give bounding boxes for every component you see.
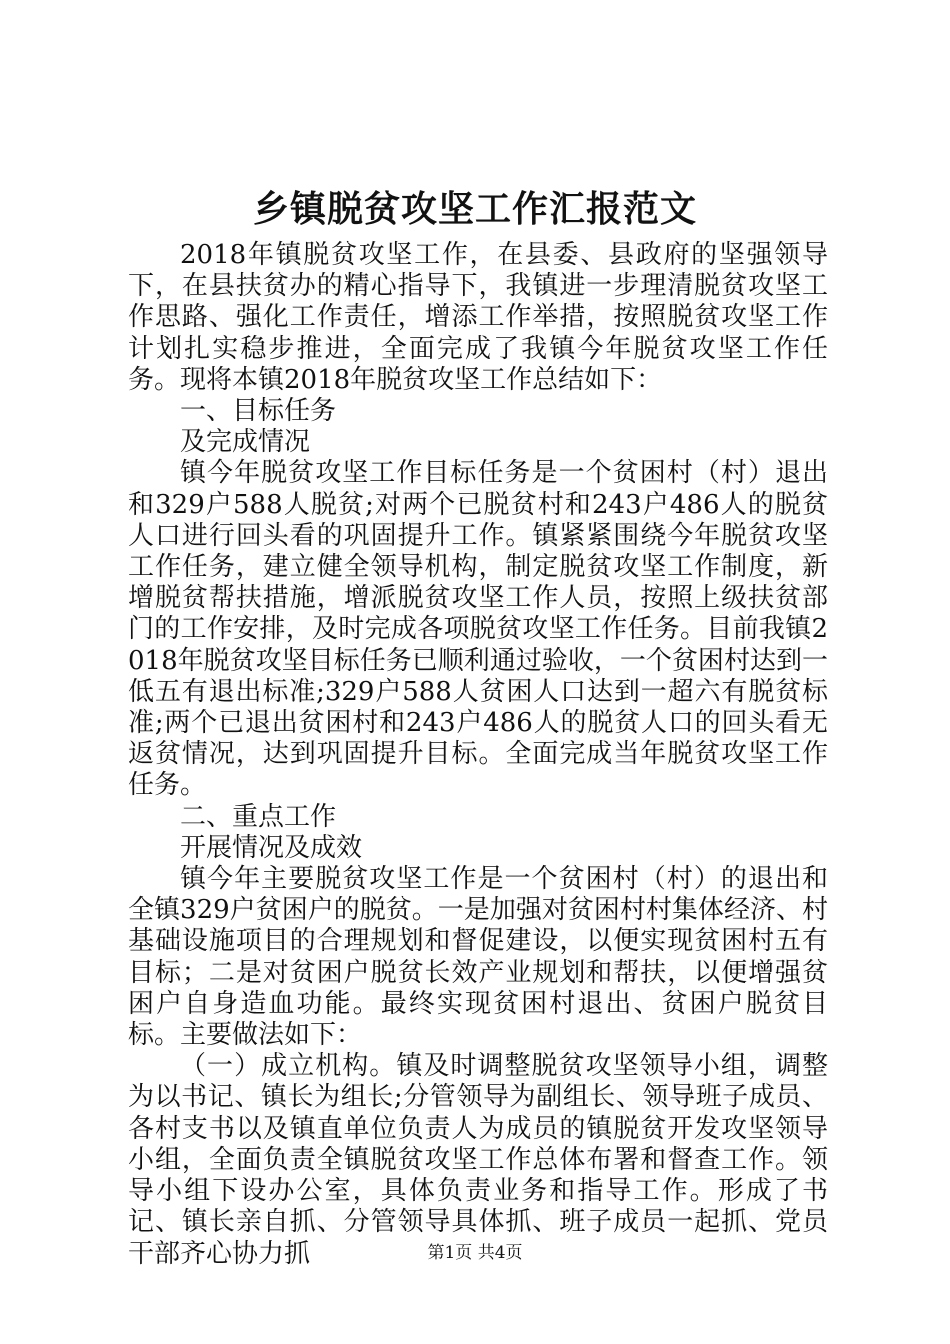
paragraph-key-work: 镇今年主要脱贫攻坚工作是一个贫困村（村）的退出和全镇329户贫困户的脱贫。一是加强对贫困村村集体经济、村基础设施项目的合理规划和督促建设，以便实现贫困村五有目标；二是对贫困户脱贫长效产业规划和帮扶，以便增强贫困户自身造血功能。最终实现贫困村退出、贫困户脱贫目标。主要做法如下： — [128, 864, 828, 1051]
document-body — [128, 240, 828, 1270]
section-heading-1: 一、目标任务 — [180, 396, 337, 427]
paragraph-targets: 镇今年脱贫攻坚工作目标任务是一个贫困村（村）退出和329户588人脱贫;对两个已脱贫村和243户486人的脱贫人口进行回头看的巩固提升工作。镇紧紧围绕今年脱贫攻坚工作任务，建立健全领导机构，制定脱贫攻坚工作制度，新增脱贫帮扶措施，增派脱贫攻坚工作人员，按照上级扶贫部门的工作安排，及时完成各项脱贫攻坚工作任务。目前我镇2018年脱贫攻坚目标任务已顺利通过验收，一个贫困村达到一低五有退出标准;329户588人贫困人口达到一超六有脱贫标准;两个已退出贫困村和243户486人的脱贫人口的回头看无返贫情况，达到巩固提升目标。全面完成当年脱贫攻坚工作任务。 — [128, 458, 828, 801]
section-heading-1-cont: 及完成情况 — [180, 427, 311, 458]
section-heading-2: 二、重点工作 — [180, 801, 337, 832]
paragraph-organization: （一）成立机构。镇及时调整脱贫攻坚领导小组，调整为以书记、镇长为组长;分管领导为副组长、领导班子成员、各村支书以及镇直单位负责人为成员的镇脱贫开发攻坚领导小组，全面负责全镇脱贫攻坚工作总体布署和督查工作。领导小组下设办公室，具体负责业务和指导工作。形成了书记、镇长亲自抓、分管领导具体抓、班子成员一起抓、党员干部齐心协力抓 — [128, 1051, 828, 1269]
document-title: 乡镇脱贫攻坚工作汇报范文 — [252, 188, 697, 230]
section-heading-2-cont: 开展情况及成效 — [180, 832, 363, 863]
paragraph-intro: 2018年镇脱贫攻坚工作，在县委、县政府的坚强领导下，在县扶贫办的精心指导下，我镇进一步理清脱贫攻坚工作思路、强化工作责任，增添工作举措，按照脱贫攻坚工作计划扎实稳步推进，全面完成了我镇今年脱贫攻坚工作任务。现将本镇2018年脱贫攻坚工作总结如下： — [128, 240, 828, 395]
page-number: 第1页 共4页 — [427, 1243, 523, 1263]
